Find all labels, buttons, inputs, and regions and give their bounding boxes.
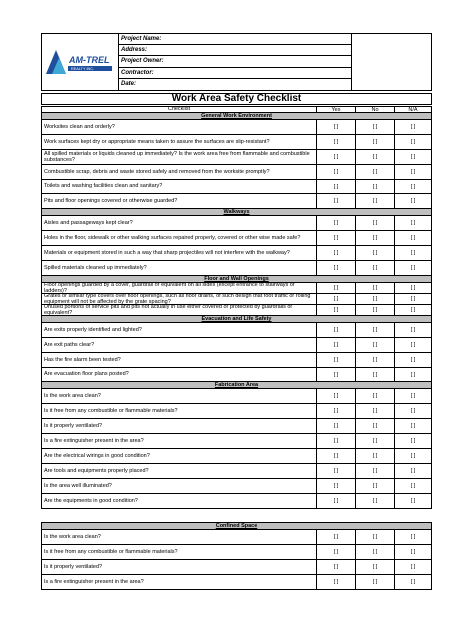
checklist-row: [42, 305, 431, 316]
yes-checkbox[interactable]: [ ]: [317, 434, 356, 448]
no-checkbox[interactable]: [ ]: [356, 120, 395, 134]
na-checkbox[interactable]: [ ]: [410, 220, 416, 227]
checklist-question: Is it properly ventilated?: [42, 560, 317, 574]
na-checkbox[interactable]: [ ]: [410, 533, 416, 540]
section-header: Walkways: [42, 209, 431, 216]
na-checkbox[interactable]: [ ]: [410, 482, 416, 489]
checklist-row: [42, 530, 431, 545]
yes-checkbox[interactable]: [ ]: [317, 419, 356, 433]
yes-checkbox[interactable]: [ ]: [317, 165, 356, 179]
yes-checkbox[interactable]: [ ]: [317, 449, 356, 463]
section-header: General Work Environment: [42, 113, 431, 120]
na-checkbox[interactable]: [ ]: [410, 548, 416, 555]
checklist-row: [42, 494, 431, 509]
yes-checkbox[interactable]: [ ]: [317, 338, 356, 352]
no-checkbox[interactable]: [ ]: [356, 479, 395, 493]
checklist-row: [42, 560, 431, 575]
checklist-question: Floor openings guarded by a cover, guardrail or equivalent on all sides (except entrance to stairways or ladders)?: [42, 283, 317, 293]
na-checkbox[interactable]: [ ]: [410, 250, 416, 257]
checklist-row: [42, 434, 431, 449]
checklist-row: [42, 404, 431, 419]
checklist-question: Worksites clean and orderly?: [42, 120, 317, 134]
checklist-row: [42, 575, 431, 590]
project-name-field[interactable]: Project Name:: [119, 34, 351, 45]
checklist-question: Is it properly ventilated?: [42, 419, 317, 433]
na-checkbox[interactable]: [ ]: [410, 497, 416, 504]
checklist-question: Are exits properly identified and lighted?: [42, 323, 317, 337]
no-checkbox[interactable]: [ ]: [356, 560, 395, 574]
na-checkbox[interactable]: [ ]: [410, 295, 416, 302]
yes-checkbox[interactable]: [ ]: [317, 120, 356, 134]
yes-checkbox[interactable]: [ ]: [317, 464, 356, 478]
checklist-table: [41, 106, 432, 509]
yes-checkbox[interactable]: [ ]: [317, 323, 356, 337]
yes-checkbox[interactable]: [ ]: [317, 494, 356, 508]
yes-checkbox[interactable]: [ ]: [317, 294, 356, 304]
yes-checkbox[interactable]: [ ]: [317, 194, 356, 208]
checklist-row: [42, 338, 431, 353]
checklist-row: [42, 368, 431, 383]
checklist-row: [42, 165, 431, 180]
checklist-row: [42, 231, 431, 246]
no-checkbox[interactable]: [ ]: [356, 165, 395, 179]
yes-checkbox[interactable]: [ ]: [317, 231, 356, 245]
checklist-question: Holes in the floor, sidewalk or other walking surfaces repaired properly, covered or other wise made safe?: [42, 231, 317, 245]
yes-checkbox[interactable]: [ ]: [317, 150, 356, 164]
na-checkbox[interactable]: [ ]: [410, 356, 416, 363]
section-header: Confined Space: [42, 523, 431, 530]
no-checkbox[interactable]: [ ]: [356, 246, 395, 260]
no-checkbox[interactable]: [ ]: [356, 404, 395, 418]
no-checkbox[interactable]: [ ]: [356, 368, 395, 382]
yes-checkbox[interactable]: [ ]: [317, 404, 356, 418]
section-header: Fabrication Area: [42, 382, 431, 389]
checklist-question: Is a fire extinguisher present in the area?: [42, 575, 317, 589]
checklist-question: Are exit paths clear?: [42, 338, 317, 352]
no-checkbox[interactable]: [ ]: [356, 545, 395, 559]
column-header-yes: Yes: [317, 107, 356, 112]
checklist-row: [42, 120, 431, 135]
address-field[interactable]: Address:: [119, 45, 351, 56]
checklist-question: Are evacuation floor plans posted?: [42, 368, 317, 382]
na-checkbox[interactable]: [ ]: [410, 138, 416, 145]
checklist-question: Unused portions of service pits and pits not actually in use either covered or protected by guardrails or equivalent?: [42, 305, 317, 315]
checklist-question: Are the electrical wirings in good condition?: [42, 449, 317, 463]
no-checkbox[interactable]: [ ]: [356, 575, 395, 589]
checklist-question: Work surfaces kept dry or appropriate means taken to assure the surfaces are slip-resistant?: [42, 135, 317, 149]
yes-checkbox[interactable]: [ ]: [317, 216, 356, 230]
column-header-checklist: Checklist: [42, 107, 317, 112]
checklist-question: Aisles and passageways kept clear?: [42, 216, 317, 230]
column-header-no: No: [356, 107, 395, 112]
no-checkbox[interactable]: [ ]: [356, 194, 395, 208]
checklist-row: [42, 180, 431, 195]
yes-checkbox[interactable]: [ ]: [317, 353, 356, 367]
yes-checkbox[interactable]: [ ]: [317, 545, 356, 559]
na-checkbox[interactable]: [ ]: [410, 452, 416, 459]
na-checkbox[interactable]: [ ]: [410, 371, 416, 378]
checklist-question: Grates or similar type covers over floor openings, such as floor drains, of such design that foot traffic or rolling equipment will not be affected by the grate spacing?: [42, 294, 317, 304]
checklist-question: Is the work area clean?: [42, 530, 317, 544]
na-checkbox[interactable]: [ ]: [410, 284, 416, 291]
checklist-row: [42, 479, 431, 494]
logo-graphic: [44, 44, 117, 80]
no-checkbox[interactable]: [ ]: [356, 135, 395, 149]
no-checkbox[interactable]: [ ]: [356, 261, 395, 275]
no-checkbox[interactable]: [ ]: [356, 294, 395, 304]
yes-checkbox[interactable]: [ ]: [317, 368, 356, 382]
logo-subtext: REALTY INC.: [71, 67, 95, 72]
no-checkbox[interactable]: [ ]: [356, 305, 395, 315]
yes-checkbox[interactable]: [ ]: [317, 560, 356, 574]
na-checkbox[interactable]: [ ]: [410, 578, 416, 585]
na-checkbox[interactable]: [ ]: [410, 153, 416, 160]
na-checkbox[interactable]: [ ]: [410, 123, 416, 130]
project-info-fields: [119, 34, 351, 90]
checklist-question: Is a fire extinguisher present in the area?: [42, 434, 317, 448]
section-header: Evacuation and Life Safety: [42, 316, 431, 323]
checklist-question: Is the work area clean?: [42, 389, 317, 403]
na-checkbox[interactable]: [ ]: [410, 326, 416, 333]
checklist-question: Toilets and washing facilities clean and sanitary?: [42, 180, 317, 194]
checklist-question: Is it free from any combustible or flammable materials?: [42, 404, 317, 418]
no-checkbox[interactable]: [ ]: [356, 449, 395, 463]
no-checkbox[interactable]: [ ]: [356, 283, 395, 293]
na-checkbox[interactable]: [ ]: [410, 563, 416, 570]
no-checkbox[interactable]: [ ]: [356, 323, 395, 337]
checklist-row: [42, 323, 431, 338]
checklist-question: All spilled materials or liquids cleaned up immediately? Is the work area free from flammable and combustible substances?: [42, 150, 317, 164]
yes-checkbox[interactable]: [ ]: [317, 479, 356, 493]
yes-checkbox[interactable]: [ ]: [317, 530, 356, 544]
yes-checkbox[interactable]: [ ]: [317, 246, 356, 260]
no-checkbox[interactable]: [ ]: [356, 494, 395, 508]
checklist-row: [42, 389, 431, 404]
checklist-row: [42, 261, 431, 276]
no-checkbox[interactable]: [ ]: [356, 464, 395, 478]
checklist-row: [42, 246, 431, 261]
confined-space-table: [41, 522, 432, 590]
na-checkbox[interactable]: [ ]: [410, 264, 416, 271]
yes-checkbox[interactable]: [ ]: [317, 135, 356, 149]
checklist-row: [42, 464, 431, 479]
section-header: Floor and Wall Openings: [42, 276, 431, 283]
no-checkbox[interactable]: [ ]: [356, 389, 395, 403]
na-checkbox[interactable]: [ ]: [410, 183, 416, 190]
checklist-question: Has the fire alarm been tested?: [42, 353, 317, 367]
checklist-question: Are tools and equipments properly placed?: [42, 464, 317, 478]
na-checkbox[interactable]: [ ]: [410, 235, 416, 242]
no-checkbox[interactable]: [ ]: [356, 419, 395, 433]
na-checkbox[interactable]: [ ]: [410, 168, 416, 175]
checklist-row: [42, 150, 431, 165]
na-checkbox[interactable]: [ ]: [410, 341, 416, 348]
no-checkbox[interactable]: [ ]: [356, 434, 395, 448]
checklist-question: Materials or equipment stored in such a way that sharp projectiles will not interfere with the walkway?: [42, 246, 317, 260]
checklist-row: [42, 419, 431, 434]
date-field[interactable]: Date:: [121, 80, 137, 87]
yes-checkbox[interactable]: [ ]: [317, 180, 356, 194]
yes-checkbox[interactable]: [ ]: [317, 389, 356, 403]
no-checkbox[interactable]: [ ]: [356, 530, 395, 544]
yes-checkbox[interactable]: [ ]: [317, 305, 356, 315]
no-checkbox[interactable]: [ ]: [356, 216, 395, 230]
checklist-question: Spilled materials cleaned up immediately?: [42, 261, 317, 275]
yes-checkbox[interactable]: [ ]: [317, 261, 356, 275]
contractor-field[interactable]: Contractor:: [119, 68, 351, 79]
company-logo: [42, 34, 119, 90]
yes-checkbox[interactable]: [ ]: [317, 283, 356, 293]
na-checkbox[interactable]: [ ]: [410, 198, 416, 205]
checklist-question: Is it free from any combustible or flammable materials?: [42, 545, 317, 559]
checklist-question: Are the equipments in good condition?: [42, 494, 317, 508]
checklist-question: Is the area well illuminated?: [42, 479, 317, 493]
no-checkbox[interactable]: [ ]: [356, 180, 395, 194]
checklist-row: [42, 353, 431, 368]
checklist-row: [42, 449, 431, 464]
column-header-na: N/A: [408, 106, 418, 113]
no-checkbox[interactable]: [ ]: [356, 338, 395, 352]
checklist-row: [42, 216, 431, 231]
na-checkbox[interactable]: [ ]: [410, 393, 416, 400]
logo-text: AM-TREL: [69, 55, 110, 65]
checklist-row: [42, 545, 431, 560]
yes-checkbox[interactable]: [ ]: [317, 575, 356, 589]
no-checkbox[interactable]: [ ]: [356, 231, 395, 245]
page-title: Work Area Safety Checklist: [41, 93, 432, 105]
no-checkbox[interactable]: [ ]: [356, 150, 395, 164]
checklist-question: Pits and floor openings covered or otherwise guarded?: [42, 194, 317, 208]
na-checkbox[interactable]: [ ]: [410, 306, 416, 313]
project-owner-field[interactable]: Project Owner:: [119, 56, 351, 67]
na-checkbox[interactable]: [ ]: [410, 438, 416, 445]
na-checkbox[interactable]: [ ]: [410, 408, 416, 415]
header-blank-area: [351, 34, 431, 90]
checklist-row: [42, 135, 431, 150]
checklist-question: Combustible scrap, debris and waste stored safely and removed from the worksite promptly?: [42, 165, 317, 179]
na-checkbox[interactable]: [ ]: [410, 423, 416, 430]
na-checkbox[interactable]: [ ]: [410, 467, 416, 474]
checklist-row: [42, 194, 431, 209]
project-header: [41, 33, 432, 91]
no-checkbox[interactable]: [ ]: [356, 353, 395, 367]
